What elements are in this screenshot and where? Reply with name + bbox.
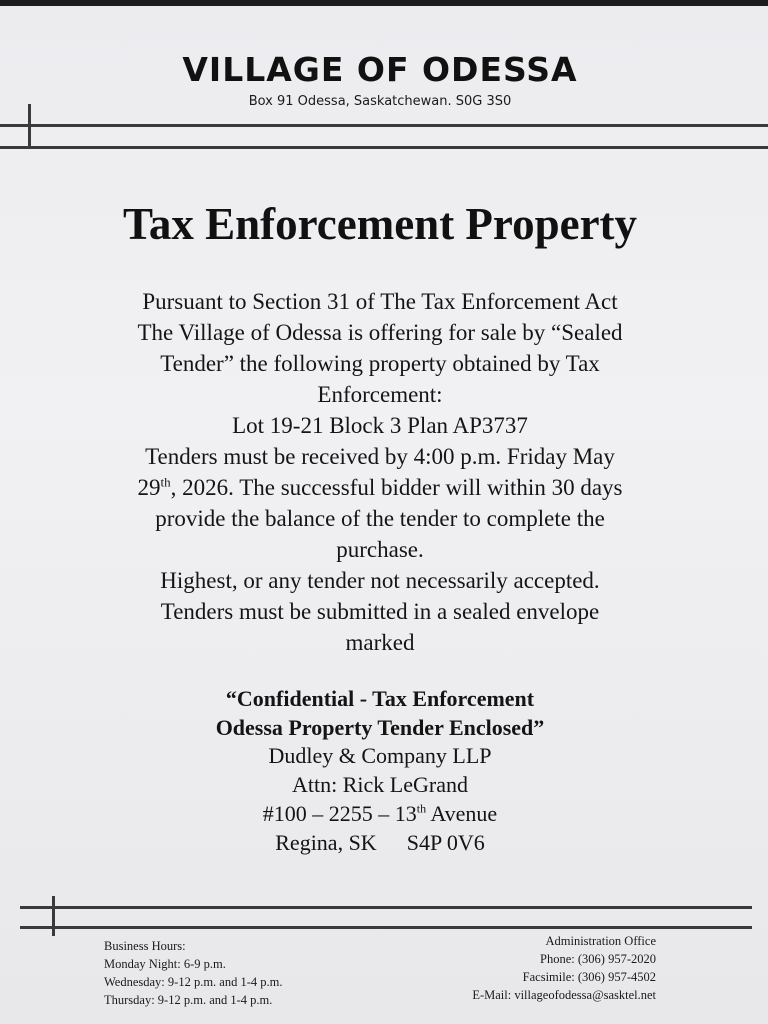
deadline-date-line [80,472,680,503]
intro-line: Pursuant to Section 31 of The Tax Enforcement Act [142,289,618,314]
recipient-company: Dudley & Company LLP [268,743,492,768]
street-prefix: #100 – 2255 – 13 [262,801,417,826]
notice-title: Tax Enforcement Property [122,199,638,249]
header-rule-tick [28,104,31,148]
notice-body [80,286,680,658]
envelope-marking [80,684,680,742]
letterhead-title: VILLAGE OF ODESSA [182,50,578,89]
office-fax: Facsimile: (306) 957-4502 [522,970,656,984]
footer-rule-bottom [20,926,752,929]
hours-line: Thursday: 9-12 p.m. and 1-4 p.m. [104,993,273,1007]
letterhead-address: Box 91 Odessa, Saskatchewan. S0G 3S0 [248,94,512,109]
footer-rule-tick [52,896,55,936]
recipient-attn: Attn: Rick LeGrand [292,772,468,797]
property-description: Lot 19-21 Block 3 Plan AP3737 [232,413,528,438]
balance-line: provide the balance of the tender to complete the [155,506,605,531]
header-rule-bottom [0,146,768,149]
business-hours [104,937,282,1009]
street-rest: Avenue [426,801,498,826]
hours-title: Business Hours: [104,939,186,953]
page-edge-shadow [0,0,768,6]
office-email: E-Mail: villageofodessa@sasktel.net [472,988,656,1002]
footer-rule-top [20,906,752,909]
hours-line: Wednesday: 9-12 p.m. and 1-4 p.m. [104,975,283,989]
balance-line: purchase. [336,537,424,562]
acceptance-line: Highest, or any tender not necessarily accepted. [160,568,600,593]
marking-line: “Confidential - Tax Enforcement [225,686,535,711]
envelope-line: Tenders must be submitted in a sealed envelope [160,599,600,624]
street-ordinal: th [416,801,427,816]
intro-line: Enforcement: [317,382,443,407]
recipient-city: Regina, SK [275,830,377,855]
deadline-day: 29 [137,475,161,500]
envelope-line: marked [345,630,415,655]
deadline-rest: , 2026. The successful bidder will within 30 days [170,475,623,500]
administration-office [472,932,656,1004]
recipient-address [80,741,680,857]
marking-line: Odessa Property Tender Enclosed” [215,715,545,740]
recipient-city-line [80,828,680,857]
deadline-line: Tenders must be received by 4:00 p.m. Friday May [145,444,615,469]
intro-line: Tender” the following property obtained by Tax [160,351,600,376]
hours-line: Monday Night: 6-9 p.m. [104,957,226,971]
intro-line: The Village of Odessa is offering for sale by “Sealed [137,320,623,345]
office-title: Administration Office [545,934,656,948]
office-phone: Phone: (306) 957-2020 [540,952,656,966]
recipient-street [80,799,680,828]
deadline-ordinal: th [160,474,171,490]
header-rule-top [0,124,768,127]
recipient-postal: S4P 0V6 [406,830,485,855]
